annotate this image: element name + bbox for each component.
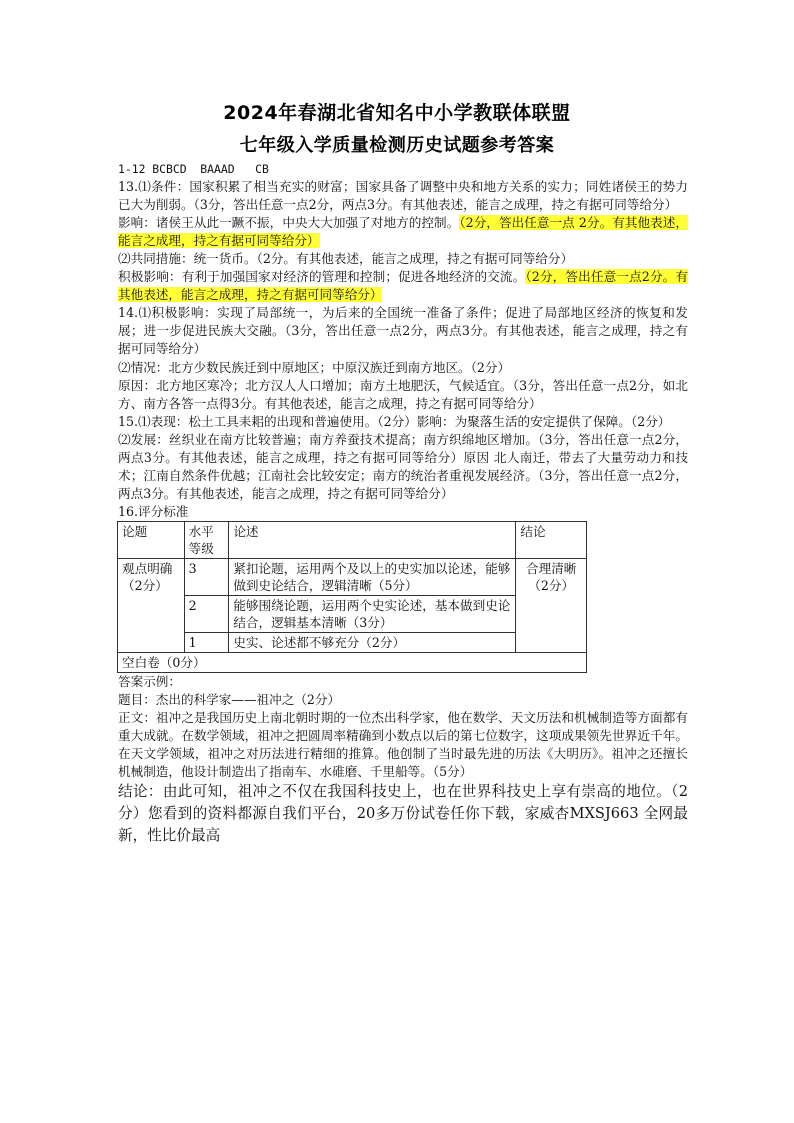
q15-part2: ⑵发展：丝织业在南方比较普遍；南方养蚕技术提高；南方织绵地区增加。（3分，答出任意一点2分，两点3分。有其他表述，能言之成理，持之有据可同等给分）原因 北人南迁，带去了大量劳动力和技术；江南自然条件优越；江南社会比较安定；南方的统治者重视发展经济。（3分，答出任意一点2分，两点3分。有其他表述，能言之成理，持之有据可同等给分） <box>118 431 688 501</box>
q14-part1: 14.⑴积极影响：实现了局部统一，为后来的全国统一准备了条件；促进了局部地区经济的恢复和发展；进一步促进民族大交融。（3分，答出任意一点2分，两点3分。有其他表述，能言之成理，持之有据可同等给分） <box>118 305 688 357</box>
q13-positive-text: 积极影响：有利于加强国家对经济的管理和控制；促进各地经济的交流。 <box>118 269 526 285</box>
document-subtitle: 七年级入学质量检测历史试题参考答案 <box>239 135 555 156</box>
table-row <box>118 652 587 672</box>
desc-cell: 紧扣论题，运用两个及以上的史实加以论述，能够做到史论结合，逻辑清晰（5分） <box>229 558 516 595</box>
conclusion-cell: 合理清晰（2分） <box>516 558 587 652</box>
header-desc: 论述 <box>229 521 516 558</box>
example-label: 答案示例： <box>118 673 181 689</box>
table-header-row <box>118 521 587 558</box>
q13-part1: 13.⑴条件：国家积累了相当充实的财富；国家具备了调整中央和地方关系的实力；同姓诸侯王的势力已大为削弱。（3分，答出任意一点2分，两点3分。有其他表述，能言之成理，持之有据可同等给分） <box>118 179 688 213</box>
q14-part2: ⑵情况：北方少数民族迁到中原地区；中原汉族迁到南方地区。（2分） <box>118 359 511 375</box>
header-topic: 论题 <box>118 521 185 558</box>
answer-body <box>118 160 688 847</box>
q13-positive-highlight: （2分，答出任意一点2分。有其他表述，能言之成理，持之有据可同等给分） <box>118 269 688 303</box>
document-title: 2024年春湖北省知名中小学教联体联盟 <box>223 102 571 124</box>
example-topic: 题目：杰出的科学家——祖冲之（2分） <box>118 691 341 707</box>
q14-reason: 原因：北方地区寒冷；北方汉人人口增加；南方土地肥沃，气候适宜。（3分，答出任意一点2分，如北方、南方各答一点得3分。有其他表述，能言之成理，持之有据可同等给分） <box>118 377 688 411</box>
level-cell: 3 <box>184 558 229 595</box>
header-level: 水平等级 <box>184 521 229 558</box>
q13-influence <box>118 214 688 250</box>
example-body: 正文：祖冲之是我国历史上南北朝时期的一位杰出科学家，他在数学、天文历法和机械制造等方面都有重大成就。在数学领域，祖冲之把圆周率精确到小数点以后的第七位数字，这项成果领先世界近千年。在天文学领域，祖冲之对历法进行精细的推算。他创制了当时最先进的历法《大明历》。祖冲之还擅长机械制造，他设计制造出了指南车、水碓磨、千里船等。（5分） <box>118 710 688 780</box>
q15-part1: 15.⑴表现：松土工具耒耜的出现和普遍使用。（2分）影响：为聚落生活的安定提供了保障。（2分） <box>118 413 671 429</box>
q16-label: 16.评分标准 <box>118 503 189 519</box>
table-row <box>118 558 587 595</box>
mc-answers: 1-12 BCBCD BAAAD CB <box>118 162 269 176</box>
desc-cell: 史实、论述都不够充分（2分） <box>229 632 516 652</box>
q13-influence-highlight: （2分，答出任意一点 2分。有其他表述，能言之成理，持之有据可同等给分） <box>118 215 689 249</box>
level-cell: 1 <box>184 632 229 652</box>
level-cell: 2 <box>184 595 229 632</box>
q13-part2: ⑵共同措施：统一货币。（2分。有其他表述，能言之成理，持之有据可同等给分） <box>118 251 574 267</box>
topic-cell: 观点明确（2分） <box>118 558 185 652</box>
q13-influence-text: 影响：诸侯王从此一蹶不振，中央大大加强了对地方的控制。 <box>118 215 460 231</box>
blank-paper-cell: 空白卷（0分） <box>118 652 587 672</box>
grading-table <box>117 521 587 673</box>
example-conclusion: 结论：由此可知，祖冲之不仅在我国科技史上，也在世界科技史上享有崇高的地位。（2分）您看到的资料都源自我们平台，20多万份试卷任你下载，家威杏MXSJ663 全网最新，性比价最高 <box>118 783 688 845</box>
header-conclusion: 结论 <box>516 521 587 558</box>
q13-positive <box>118 268 688 304</box>
desc-cell: 能够围绕论题，运用两个史实论述，基本做到史论结合，逻辑基本清晰（3分） <box>229 595 516 632</box>
